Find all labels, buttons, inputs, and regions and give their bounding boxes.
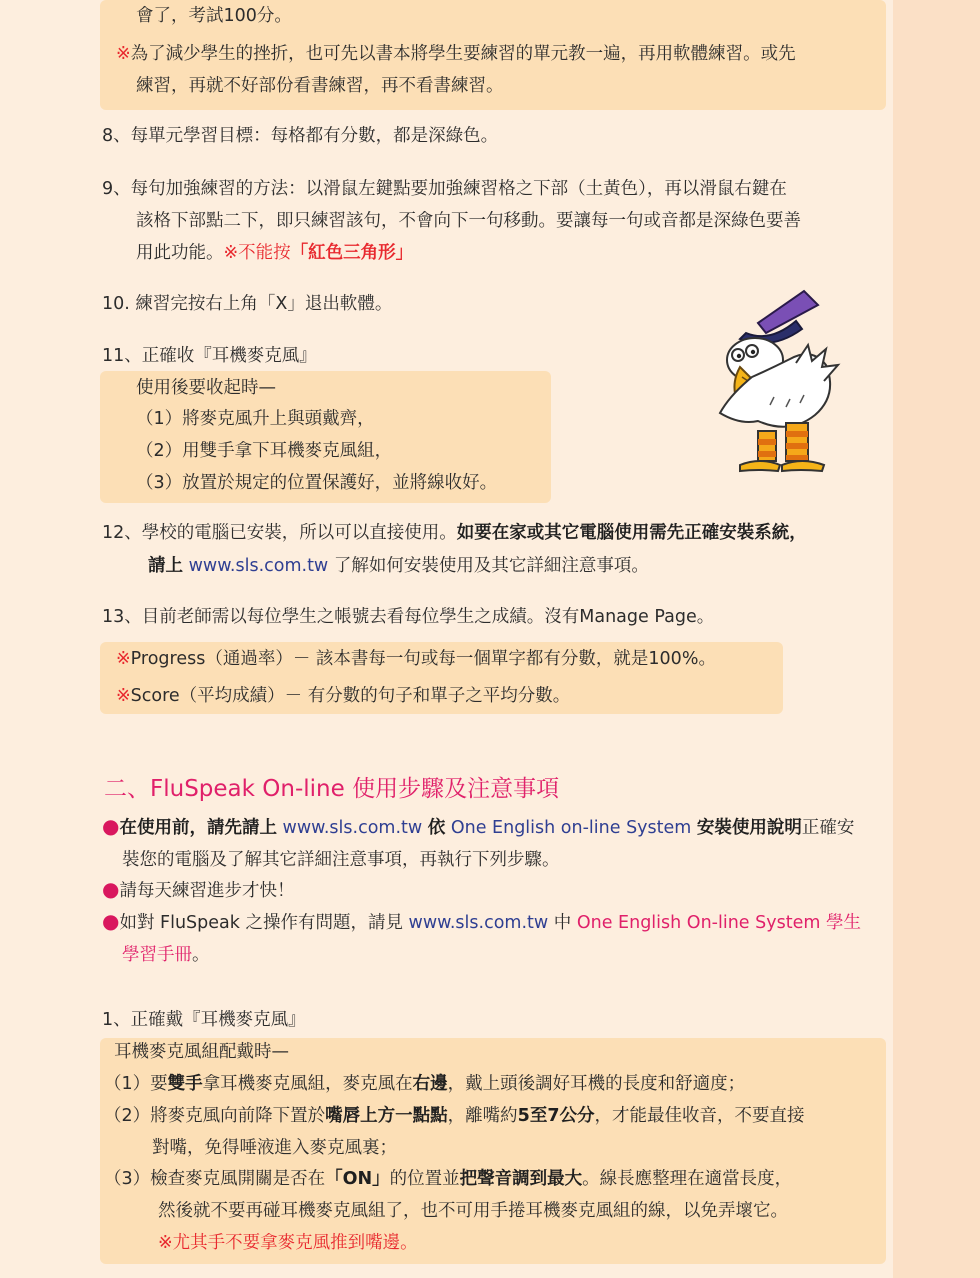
item-9-line2: 該格下部點二下，即只練習該句，不會向下一句移動。要讓每一句或音都是深綠色要善 <box>136 211 801 231</box>
s1-a: （1）要 <box>104 1074 168 1094</box>
b3-mid: 中 <box>553 913 572 933</box>
progress-note <box>116 645 716 670</box>
s3-a: （3）檢查麥克風開關是否在 <box>104 1169 326 1189</box>
item-9-warning: ※不能按 <box>223 243 291 263</box>
s3-max-volume: 把聲音調到最大 <box>459 1169 583 1189</box>
s1-both-hands: 雙手 <box>167 1074 203 1094</box>
item-9-line1: 9、每句加強練習的方法：以滑鼠左鍵點要加強練習格之下部（土黃色），再以滑鼠右鍵在 <box>102 179 787 199</box>
item-9-prefix: 用此功能。 <box>136 243 224 263</box>
top-note-line1 <box>116 40 796 65</box>
s1-e: ，戴上頭後調好耳機的長度和舒適度； <box>447 1074 746 1094</box>
student-manual-link-cont[interactable]: 學習手冊 <box>122 945 192 965</box>
s3-on: 「ON」 <box>325 1169 390 1189</box>
step-1-item-2-line2: 對嘴，免得唾液進入麥克風裏； <box>152 1138 397 1158</box>
item-12-line1 <box>102 519 807 544</box>
score-mark: ※ <box>116 686 131 706</box>
bullet-dot: ● <box>102 909 120 933</box>
score-text: Score（平均成績）－ 有分數的句子和單子之平均分數。 <box>130 686 571 706</box>
step-1-title: 1、正確戴『耳機麥克風』 <box>102 1010 306 1030</box>
s2-a: （2）將麥克風向前降下置於 <box>104 1106 326 1126</box>
step-1-item-3-warning: ※尤其手不要拿麥克風推到嘴邊。 <box>158 1233 418 1253</box>
item-12-intro: 12、學校的電腦已安裝，所以可以直接使用。 <box>102 523 457 543</box>
bullet-3-line1 <box>102 909 861 934</box>
note-mark: ※ <box>116 44 131 64</box>
s1-c: 拿耳機麥克風組，麥克風在 <box>202 1074 413 1094</box>
item-11-step-1: （1）將麥克風升上與頭戴齊， <box>136 409 375 429</box>
b1-intro: 在使用前，請先請上 <box>119 818 277 838</box>
item-11-step-3: （3）放置於規定的位置保護好，並將線收好。 <box>136 473 498 493</box>
s2-distance: 5至7公分 <box>517 1106 595 1126</box>
step-1-item-3-line2: 然後就不要再碰耳機麥克風組了，也不可用手捲耳機麥克風組的線，以免弄壞它。 <box>158 1201 788 1221</box>
step-1-item-1 <box>104 1070 745 1095</box>
one-english-system-name: One English on-line System <box>450 818 692 838</box>
b3-prefix: 如對 FluSpeak 之操作有問題，請見 <box>119 913 403 933</box>
b1-rest: 正確安 <box>801 818 855 838</box>
item-11-title: 11、正確收『耳機麥克風』 <box>102 346 317 366</box>
s2-above-lips: 嘴唇上方一點點 <box>325 1106 448 1126</box>
progress-text: Progress（通過率）－ 該本書每一句或每一個單字都有分數，就是100%。 <box>130 649 716 669</box>
sls-website-link-2[interactable]: www.sls.com.tw <box>282 818 423 838</box>
note-text: 為了減少學生的挫折，也可先以書本將學生要練習的單元教一遍，再用軟體練習。或先 <box>130 44 796 64</box>
student-manual-link[interactable]: One English On-line System 學生 <box>576 913 861 933</box>
item-13-title: 13、目前老師需以每位學生之帳號去看每位學生之成績。沒有Manage Page。 <box>102 607 715 627</box>
step-1-box-title: 耳機麥克風組配戴時— <box>114 1042 289 1062</box>
s2-e: ，才能最佳收音，不要直接 <box>594 1106 805 1126</box>
bullet-dot: ● <box>102 814 120 838</box>
sls-website-link[interactable]: www.sls.com.tw <box>188 556 329 576</box>
item-11-box-title: 使用後要收起時— <box>136 378 276 398</box>
item-12-install-note: 如要在家或其它電腦使用需先正確安裝系統， <box>456 523 807 543</box>
item-12-please-visit: 請上 <box>148 556 183 576</box>
s3-e: 。線長應整理在適當長度， <box>582 1169 793 1189</box>
bullet-3-line2 <box>122 941 210 966</box>
step-1-item-3 <box>104 1165 792 1190</box>
s3-c: 的位置並 <box>389 1169 460 1189</box>
step-1-item-2 <box>104 1102 805 1127</box>
b1-install-guide: 安裝使用說明 <box>696 818 802 838</box>
item-12-rest: 了解如何安裝使用及其它詳細注意事項。 <box>333 556 649 576</box>
cartoon-duck-illustration <box>700 285 850 480</box>
item-9-line3 <box>136 239 413 264</box>
s2-c: ，離嘴約 <box>447 1106 518 1126</box>
b3-end: 。 <box>192 945 210 965</box>
item-9-red-triangle: 「紅色三角形」 <box>290 243 414 263</box>
score-note <box>116 682 570 707</box>
s1-right-side: 右邊 <box>412 1074 448 1094</box>
top-line1: 會了，考試100分。 <box>136 6 292 26</box>
b1-according: 依 <box>427 818 446 838</box>
top-note-line2: 練習，再就不好部份看書練習，再不看書練習。 <box>136 76 504 96</box>
bullet-1-line2: 裝您的電腦及了解其它詳細注意事項，再執行下列步驟。 <box>122 850 560 870</box>
page-right-margin <box>893 0 980 1278</box>
item-11-step-2: （2）用雙手拿下耳機麥克風組， <box>136 441 393 461</box>
sls-website-link-3[interactable]: www.sls.com.tw <box>408 913 549 933</box>
section-2-heading: 二、FluSpeak On-line 使用步驟及注意事項 <box>104 776 560 802</box>
item-10: 10. 練習完按右上角「X」退出軟體。 <box>102 294 393 314</box>
bullet-2 <box>102 877 294 902</box>
item-12-line2 <box>148 552 649 577</box>
b2-text: 請每天練習進步才快！ <box>119 881 295 901</box>
bullet-1-line1 <box>102 814 854 839</box>
bullet-dot: ● <box>102 877 120 901</box>
progress-mark: ※ <box>116 649 131 669</box>
item-8: 8、每單元學習目標：每格都有分數，都是深綠色。 <box>102 126 499 146</box>
